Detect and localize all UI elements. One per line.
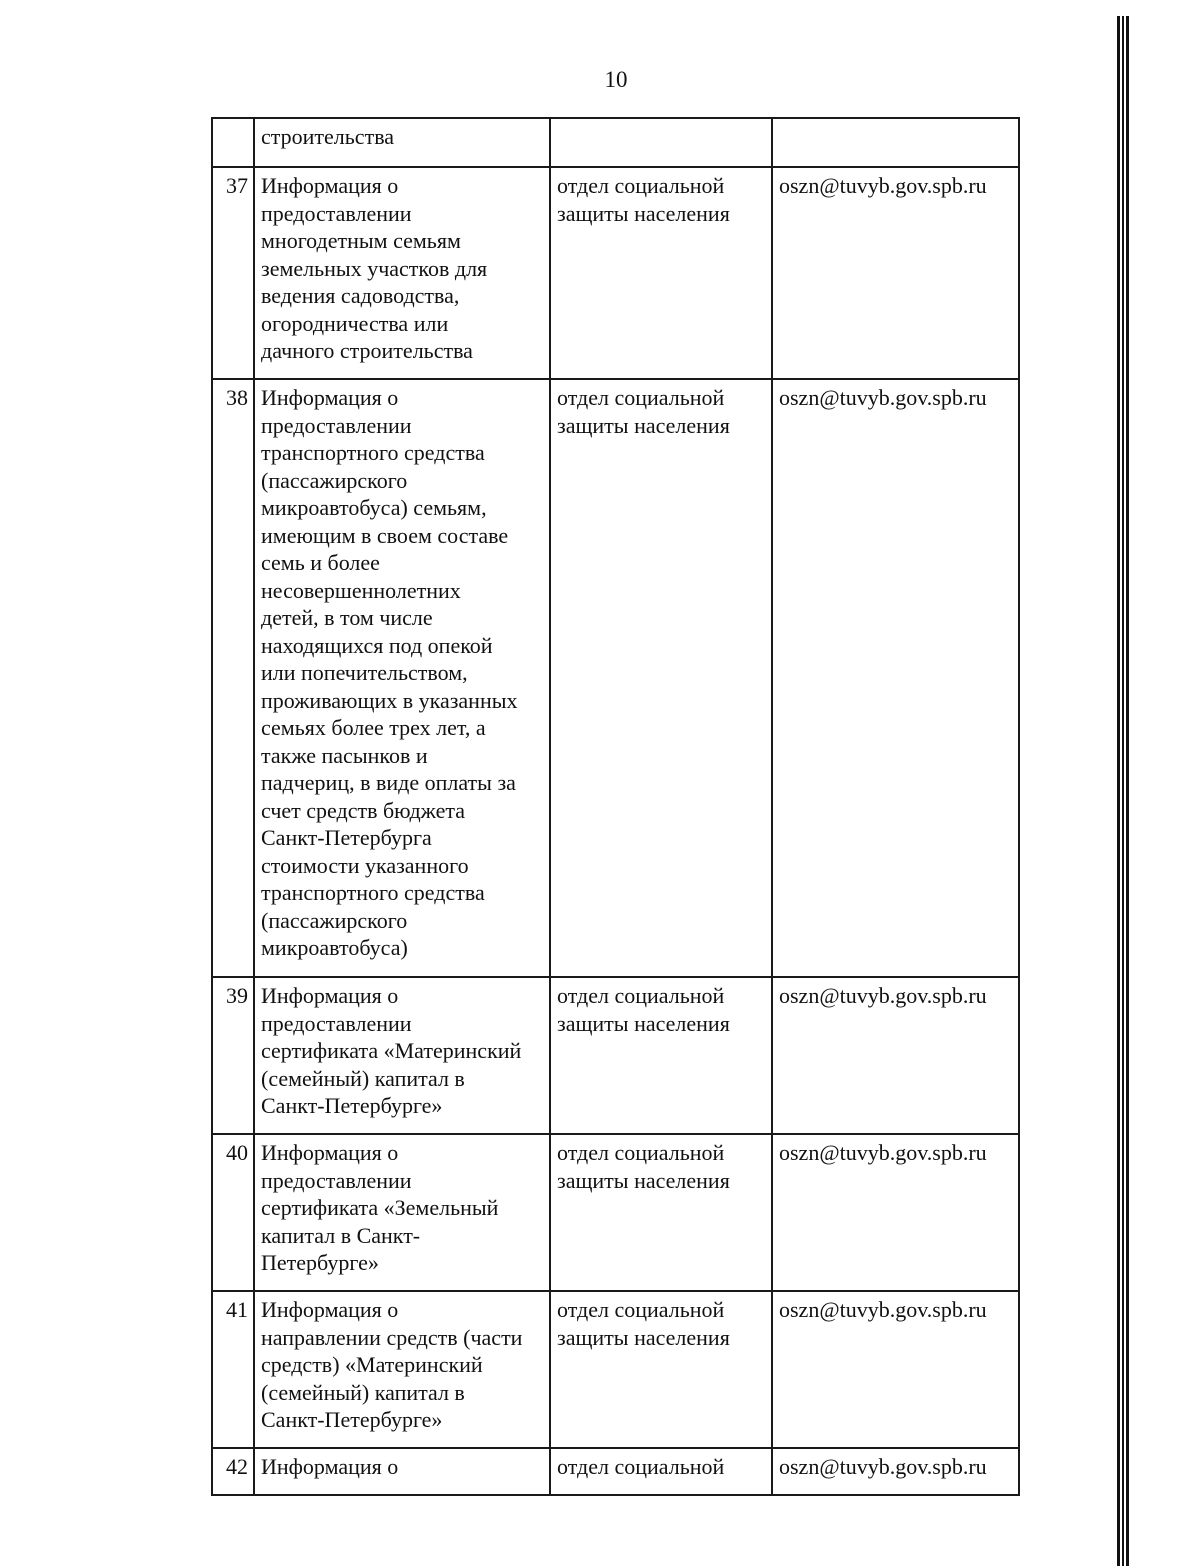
row-number: 39 (212, 977, 254, 1134)
row-description-text: Информация о предоставлении сертификата «Земельный капитал в Санкт- Петербурге» (261, 1140, 499, 1275)
table-row (212, 1134, 1019, 1291)
row-department-text: отдел социальной (557, 1454, 725, 1479)
row-email: oszn@tuvyb.gov.spb.ru (772, 977, 1019, 1134)
table-row (212, 118, 1019, 167)
row-department-text: отдел социальной защиты населения (557, 1140, 730, 1193)
services-table (211, 117, 1020, 1496)
row-description (254, 167, 550, 379)
row-department (550, 1291, 772, 1448)
row-description (254, 379, 550, 977)
row-email: oszn@tuvyb.gov.spb.ru (772, 1291, 1019, 1448)
row-department-text: отдел социальной защиты населения (557, 983, 730, 1036)
row-number (212, 118, 254, 167)
row-number: 42 (212, 1448, 254, 1495)
row-description (254, 1448, 550, 1495)
row-description (254, 1291, 550, 1448)
scan-edge-mark (1117, 16, 1129, 1566)
row-department (550, 167, 772, 379)
row-department (550, 977, 772, 1134)
row-description (254, 118, 550, 167)
row-email: oszn@tuvyb.gov.spb.ru (772, 379, 1019, 977)
table-row (212, 379, 1019, 977)
row-number: 40 (212, 1134, 254, 1291)
row-email (772, 118, 1019, 167)
row-department-text: отдел социальной защиты населения (557, 173, 730, 226)
row-number: 37 (212, 167, 254, 379)
row-description-text: Информация о предоставлении многодетным семьям земельных участков для ведения садоводства, огородничества или дачного строительства (261, 173, 488, 363)
row-description-text: Информация о предоставлении транспортного средства (пассажирского микроавтобуса) семьям, имеющим в своем составе семь и более несовершеннолетних детей, в том числе находящихся под опекой или попечительством, проживающих в указанных семьях более трех лет, а также пасынков и падчериц, в виде оплаты за счет средств бюджета Санкт-Петербурга стоимости указанного транспортного средства (пассажирского микроавтобуса) (261, 385, 518, 960)
row-description-text: Информация о (261, 1454, 399, 1479)
row-department (550, 118, 772, 167)
row-email: oszn@tuvyb.gov.spb.ru (772, 1134, 1019, 1291)
table-row (212, 1448, 1019, 1495)
row-number: 38 (212, 379, 254, 977)
row-description-text: Информация о предоставлении сертификата «Материнский (семейный) капитал в Санкт-Петербурге» (261, 983, 522, 1118)
table-row (212, 167, 1019, 379)
row-number: 41 (212, 1291, 254, 1448)
row-description (254, 977, 550, 1134)
row-description-text: строительства (261, 124, 395, 149)
row-description (254, 1134, 550, 1291)
row-department-text: отдел социальной защиты населения (557, 385, 730, 438)
page-number: 10 (604, 67, 628, 92)
row-department-text: отдел социальной защиты населения (557, 1297, 730, 1350)
row-department (550, 1448, 772, 1495)
row-department (550, 1134, 772, 1291)
row-department (550, 379, 772, 977)
table-row (212, 1291, 1019, 1448)
table-row (212, 977, 1019, 1134)
row-email: oszn@tuvyb.gov.spb.ru (772, 1448, 1019, 1495)
row-description-text: Информация о направлении средств (части средств) «Материнский (семейный) капитал в Санкт-Петербурге» (261, 1297, 523, 1432)
row-email: oszn@tuvyb.gov.spb.ru (772, 167, 1019, 379)
